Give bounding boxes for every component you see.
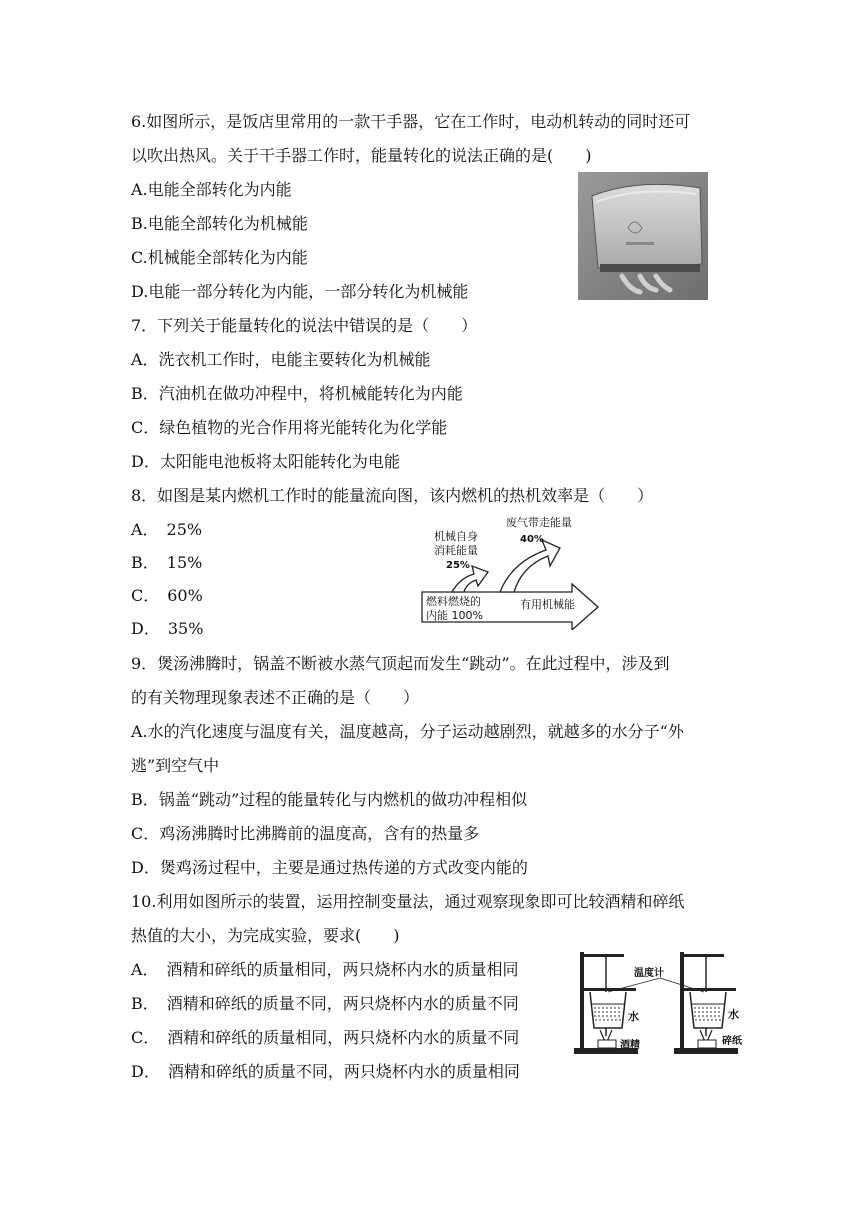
q10-option-d: D． 酒精和碎纸的质量不同，两只烧杯内水的质量相同 (131, 1062, 520, 1081)
q8-option-a: A． 25% (131, 520, 203, 539)
q10-option-a: A． 酒精和碎纸的质量相同，两只烧杯内水的质量相同 (131, 960, 519, 979)
left-stand (574, 952, 638, 1054)
q6-option-b: B.电能全部转化为机械能 (131, 214, 308, 233)
q10-stem-line1: 10.利用如图所示的装置，运用控制变量法，通过观察现象即可比较酒精和碎纸 (131, 892, 685, 911)
fuel-label-2: 内能 100% (426, 609, 483, 622)
q9-option-c: C．鸡汤沸腾时比沸腾前的温度高，含有的热量多 (131, 824, 480, 843)
mech-pct: 25% (446, 560, 470, 571)
mech-label-1: 机械自身 (434, 530, 478, 543)
alcohol-label: 酒精 (620, 1040, 640, 1051)
fuel-label-1: 燃料燃烧的 (426, 595, 481, 608)
q7-option-c: C．绿色植物的光合作用将光能转化为化学能 (131, 418, 448, 437)
q7-stem: 7．下列关于能量转化的说法中错误的是（ ） (131, 316, 478, 335)
q9-option-a-line2: 逃”到空气中 (131, 756, 220, 775)
q6-option-c: C.机械能全部转化为内能 (131, 248, 308, 267)
q9-option-a-line1: A.水的汽化速度与温度有关，温度越高，分子运动越剧烈，就越多的水分子“外 (131, 722, 684, 741)
hand-dryer-image (578, 172, 708, 300)
energy-flow-diagram (412, 510, 600, 630)
q10-stem-line2: 热值的大小，为完成实验，要求( ) (131, 926, 400, 945)
q10-option-c: C． 酒精和碎纸的质量相同，两只烧杯内水的质量不同 (131, 1028, 520, 1047)
q8-stem: 8．如图是某内燃机工作时的能量流向图，该内燃机的热机效率是（ ） (131, 486, 654, 505)
q9-option-b: B．锅盖“跳动”过程的能量转化与内燃机的做功冲程相似 (131, 790, 528, 809)
q6-option-d: D.电能一部分转化为内能，一部分转化为机械能 (131, 282, 469, 301)
q6-stem-line1: 6.如图所示，是饭店里常用的一款干手器，它在工作时，电动机转动的同时还可 (131, 112, 691, 131)
q6-option-a: A.电能全部转化为内能 (131, 180, 292, 199)
q7-option-b: B．汽油机在做功冲程中，将机械能转化为内能 (131, 384, 463, 403)
q8-option-b: B． 15% (131, 553, 203, 572)
q8-option-d: D． 35% (131, 619, 204, 638)
water-label-right: 水 (728, 1008, 739, 1021)
exhaust-pct: 40% (520, 534, 544, 545)
exhaust-label: 废气带走能量 (506, 516, 572, 529)
useful-label: 有用机械能 (520, 598, 575, 611)
q9-stem-line2: 的有关物理现象表述不正确的是（ ） (131, 688, 420, 707)
q9-option-d: D．煲鸡汤过程中，主要是通过热传递的方式改变内能的 (131, 858, 528, 877)
exhaust-energy-arrow (500, 540, 560, 592)
q6-stem-line2: 以吹出热风。关于干手器工作时，能量转化的说法正确的是( ) (131, 146, 592, 165)
thermometer-label: 温度计 (634, 968, 664, 979)
water-label-left: 水 (628, 1010, 639, 1023)
paper-label: 碎纸 (722, 1036, 742, 1047)
mech-label-2: 消耗能量 (434, 544, 478, 557)
q9-stem-line1: 9．煲汤沸腾时，锅盖不断被水蒸气顶起而发生“跳动”。在此过程中，涉及到 (131, 654, 670, 673)
q7-option-a: A．洗衣机工作时，电能主要转化为机械能 (131, 350, 431, 369)
q7-option-d: D．太阳能电池板将太阳能转化为电能 (131, 452, 400, 471)
q8-option-c: C． 60% (131, 586, 203, 605)
experiment-apparatus (562, 944, 758, 1064)
q10-option-b: B． 酒精和碎纸的质量不同，两只烧杯内水的质量不同 (131, 994, 519, 1013)
